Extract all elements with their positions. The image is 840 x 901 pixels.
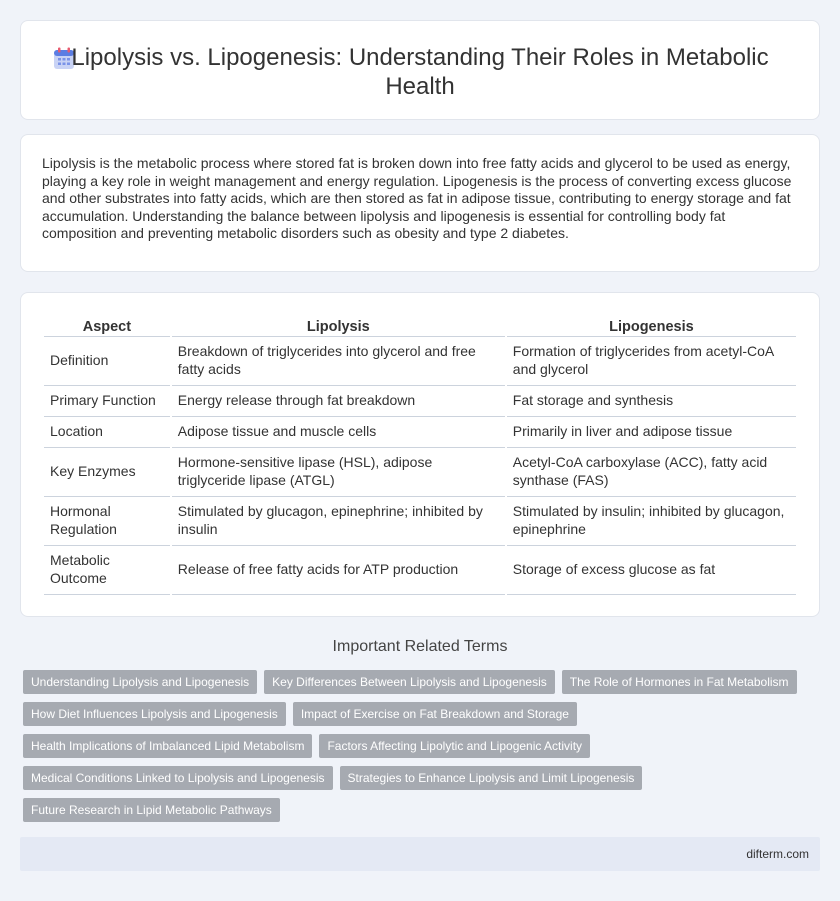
table-row: [44, 386, 796, 417]
tag-row: [23, 766, 803, 790]
table-cell: Hormone-sensitive lipase (HSL), adipose triglyceride lipase (ATGL): [172, 448, 505, 497]
related-terms-title: Important Related Terms: [332, 638, 508, 655]
footer: [20, 837, 820, 871]
header-lipogenesis: Lipogenesis: [507, 315, 796, 337]
table-cell: Primarily in liver and adipose tissue: [507, 417, 796, 448]
related-term-tag[interactable]: Key Differences Between Lipolysis and Lipogenesis: [264, 670, 555, 694]
table-cell: Definition: [44, 337, 170, 386]
table-header-row: [44, 315, 796, 337]
related-term-tag[interactable]: How Diet Influences Lipolysis and Lipogenesis: [23, 702, 286, 726]
table-cell: Primary Function: [44, 386, 170, 417]
related-term-tag[interactable]: Strategies to Enhance Lipolysis and Limit Lipogenesis: [340, 766, 643, 790]
table-cell: Location: [44, 417, 170, 448]
table-cell: Key Enzymes: [44, 448, 170, 497]
related-term-tag[interactable]: Understanding Lipolysis and Lipogenesis: [23, 670, 257, 694]
related-term-tag[interactable]: Impact of Exercise on Fat Breakdown and Storage: [293, 702, 577, 726]
table-cell: Release of free fatty acids for ATP production: [172, 546, 505, 595]
footer-site-link[interactable]: difterm.com: [746, 847, 809, 861]
tag-row: [23, 798, 803, 822]
table-cell: Stimulated by glucagon, epinephrine; inhibited by insulin: [172, 497, 505, 546]
table-row: [44, 546, 796, 595]
tag-row: [23, 734, 803, 758]
header-card: [20, 20, 820, 120]
related-term-tag[interactable]: Future Research in Lipid Metabolic Pathways: [23, 798, 280, 822]
table-row: [44, 448, 796, 497]
page-title: Lipolysis vs. Lipogenesis: Understanding Their Roles in Metabolic Health: [71, 44, 769, 100]
table-cell: Hormonal Regulation: [44, 497, 170, 546]
table-cell: Energy release through fat breakdown: [172, 386, 505, 417]
table-cell: Breakdown of triglycerides into glycerol and free fatty acids: [172, 337, 505, 386]
intro-paragraph: Lipolysis is the metabolic process where stored fat is broken down into free fatty acids and glycerol to be used as energy, playing a key role in weight management and energy regulation. Lipogenesis is the process of converting excess glucose and other substrates into fatty acids, which are then stored as fat in adipose tissue, contributing to energy storage and fat accumulation. Understanding the balance between lipolysis and lipogenesis is essential for controlling body fat composition and preventing metabolic disorders such as obesity and type 2 diabetes.: [42, 155, 792, 242]
table-cell: Acetyl-CoA carboxylase (ACC), fatty acid synthase (FAS): [507, 448, 796, 497]
table-cell: Formation of triglycerides from acetyl-CoA and glycerol: [507, 337, 796, 386]
header-aspect: Aspect: [44, 315, 170, 337]
table-row: [44, 497, 796, 546]
table-row: [44, 337, 796, 386]
table-cell: Stimulated by insulin; inhibited by glucagon, epinephrine: [507, 497, 796, 546]
intro-card: [20, 134, 820, 272]
table-cell: Adipose tissue and muscle cells: [172, 417, 505, 448]
tag-row: [23, 670, 803, 694]
related-term-tag[interactable]: Health Implications of Imbalanced Lipid Metabolism: [23, 734, 312, 758]
table-cell: Metabolic Outcome: [44, 546, 170, 595]
comparison-card: [20, 292, 820, 617]
table-row: [44, 417, 796, 448]
table-cell: Storage of excess glucose as fat: [507, 546, 796, 595]
header-lipolysis: Lipolysis: [172, 315, 505, 337]
related-term-tag[interactable]: The Role of Hormones in Fat Metabolism: [562, 670, 797, 694]
tag-row: [23, 702, 803, 726]
related-term-tag[interactable]: Factors Affecting Lipolytic and Lipogenic Activity: [319, 734, 590, 758]
table-cell: Fat storage and synthesis: [507, 386, 796, 417]
comparison-table: [42, 315, 798, 595]
related-term-tag[interactable]: Medical Conditions Linked to Lipolysis and Lipogenesis: [23, 766, 333, 790]
related-terms-list: [23, 670, 803, 830]
